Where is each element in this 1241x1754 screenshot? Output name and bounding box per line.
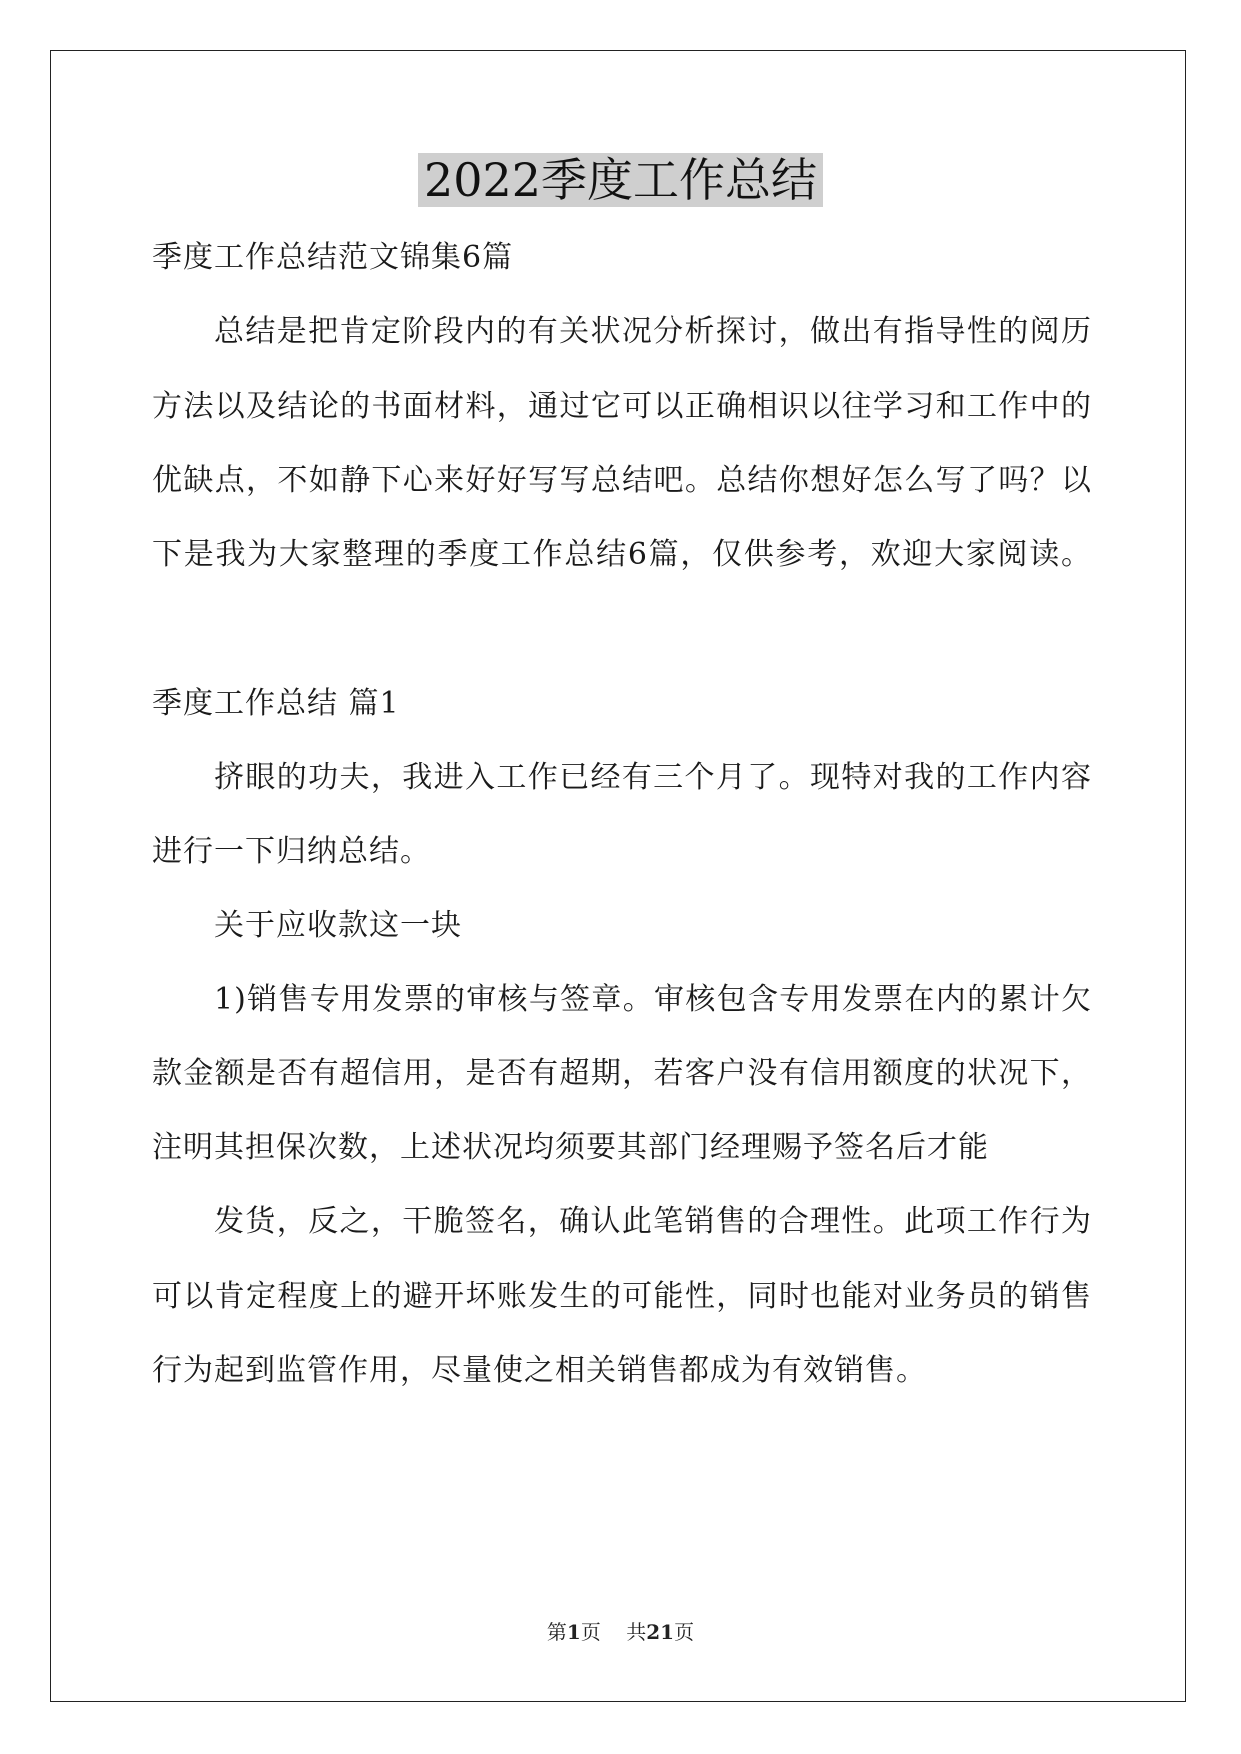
subtitle-line: 季度工作总结范文锦集6篇: [152, 240, 514, 275]
section-heading: 季度工作总结 篇1: [152, 686, 400, 721]
paragraph-line: 注明其担保次数，上述状况均须要其部门经理赐予签名后才能: [152, 1130, 989, 1165]
page-border: [50, 50, 1186, 1702]
paragraph-line: 挤眼的功夫，我进入工作已经有三个月了。现特对我的工作内容: [214, 760, 1092, 795]
paragraph-line: 方法以及结论的书面材料，通过它可以正确相识以往学习和工作中的: [152, 389, 1092, 424]
paragraph-line: 行为起到监管作用，尽量使之相关销售都成为有效销售。: [152, 1353, 927, 1388]
total-label-prefix: 共: [626, 1620, 647, 1644]
total-pages: 21: [646, 1620, 675, 1644]
total-label-suffix: 页: [674, 1620, 695, 1644]
page-label-suffix: 页: [580, 1620, 601, 1644]
paragraph-line: 可以肯定程度上的避开坏账发生的可能性，同时也能对业务员的销售: [152, 1279, 1092, 1314]
paragraph-line: 优缺点，不如静下心来好好写写总结吧。总结你想好怎么写了吗？以: [152, 463, 1092, 498]
page-label-prefix: 第: [546, 1620, 567, 1644]
paragraph-line: 1)销售专用发票的审核与签章。审核包含专用发票在内的累计欠: [214, 982, 1092, 1017]
document-title: [0, 152, 1241, 208]
paragraph-line: 下是我为大家整理的季度工作总结6篇，仅供参考，欢迎大家阅读。: [152, 537, 1092, 572]
page-number: 1: [566, 1620, 581, 1644]
paragraph-line: 进行一下归纳总结。: [152, 834, 431, 869]
paragraph-line: 关于应收款这一块: [214, 908, 462, 943]
paragraph-line: 款金额是否有超信用，是否有超期，若客户没有信用额度的状况下，: [152, 1056, 1092, 1091]
document-title-text: 2022季度工作总结: [418, 153, 823, 207]
paragraph-line: 发货，反之，干脆签名，确认此笔销售的合理性。此项工作行为: [214, 1204, 1092, 1239]
paragraph-line: 总结是把肯定阶段内的有关状况分析探讨，做出有指导性的阅历: [214, 314, 1092, 349]
page-footer: [0, 1619, 1241, 1645]
